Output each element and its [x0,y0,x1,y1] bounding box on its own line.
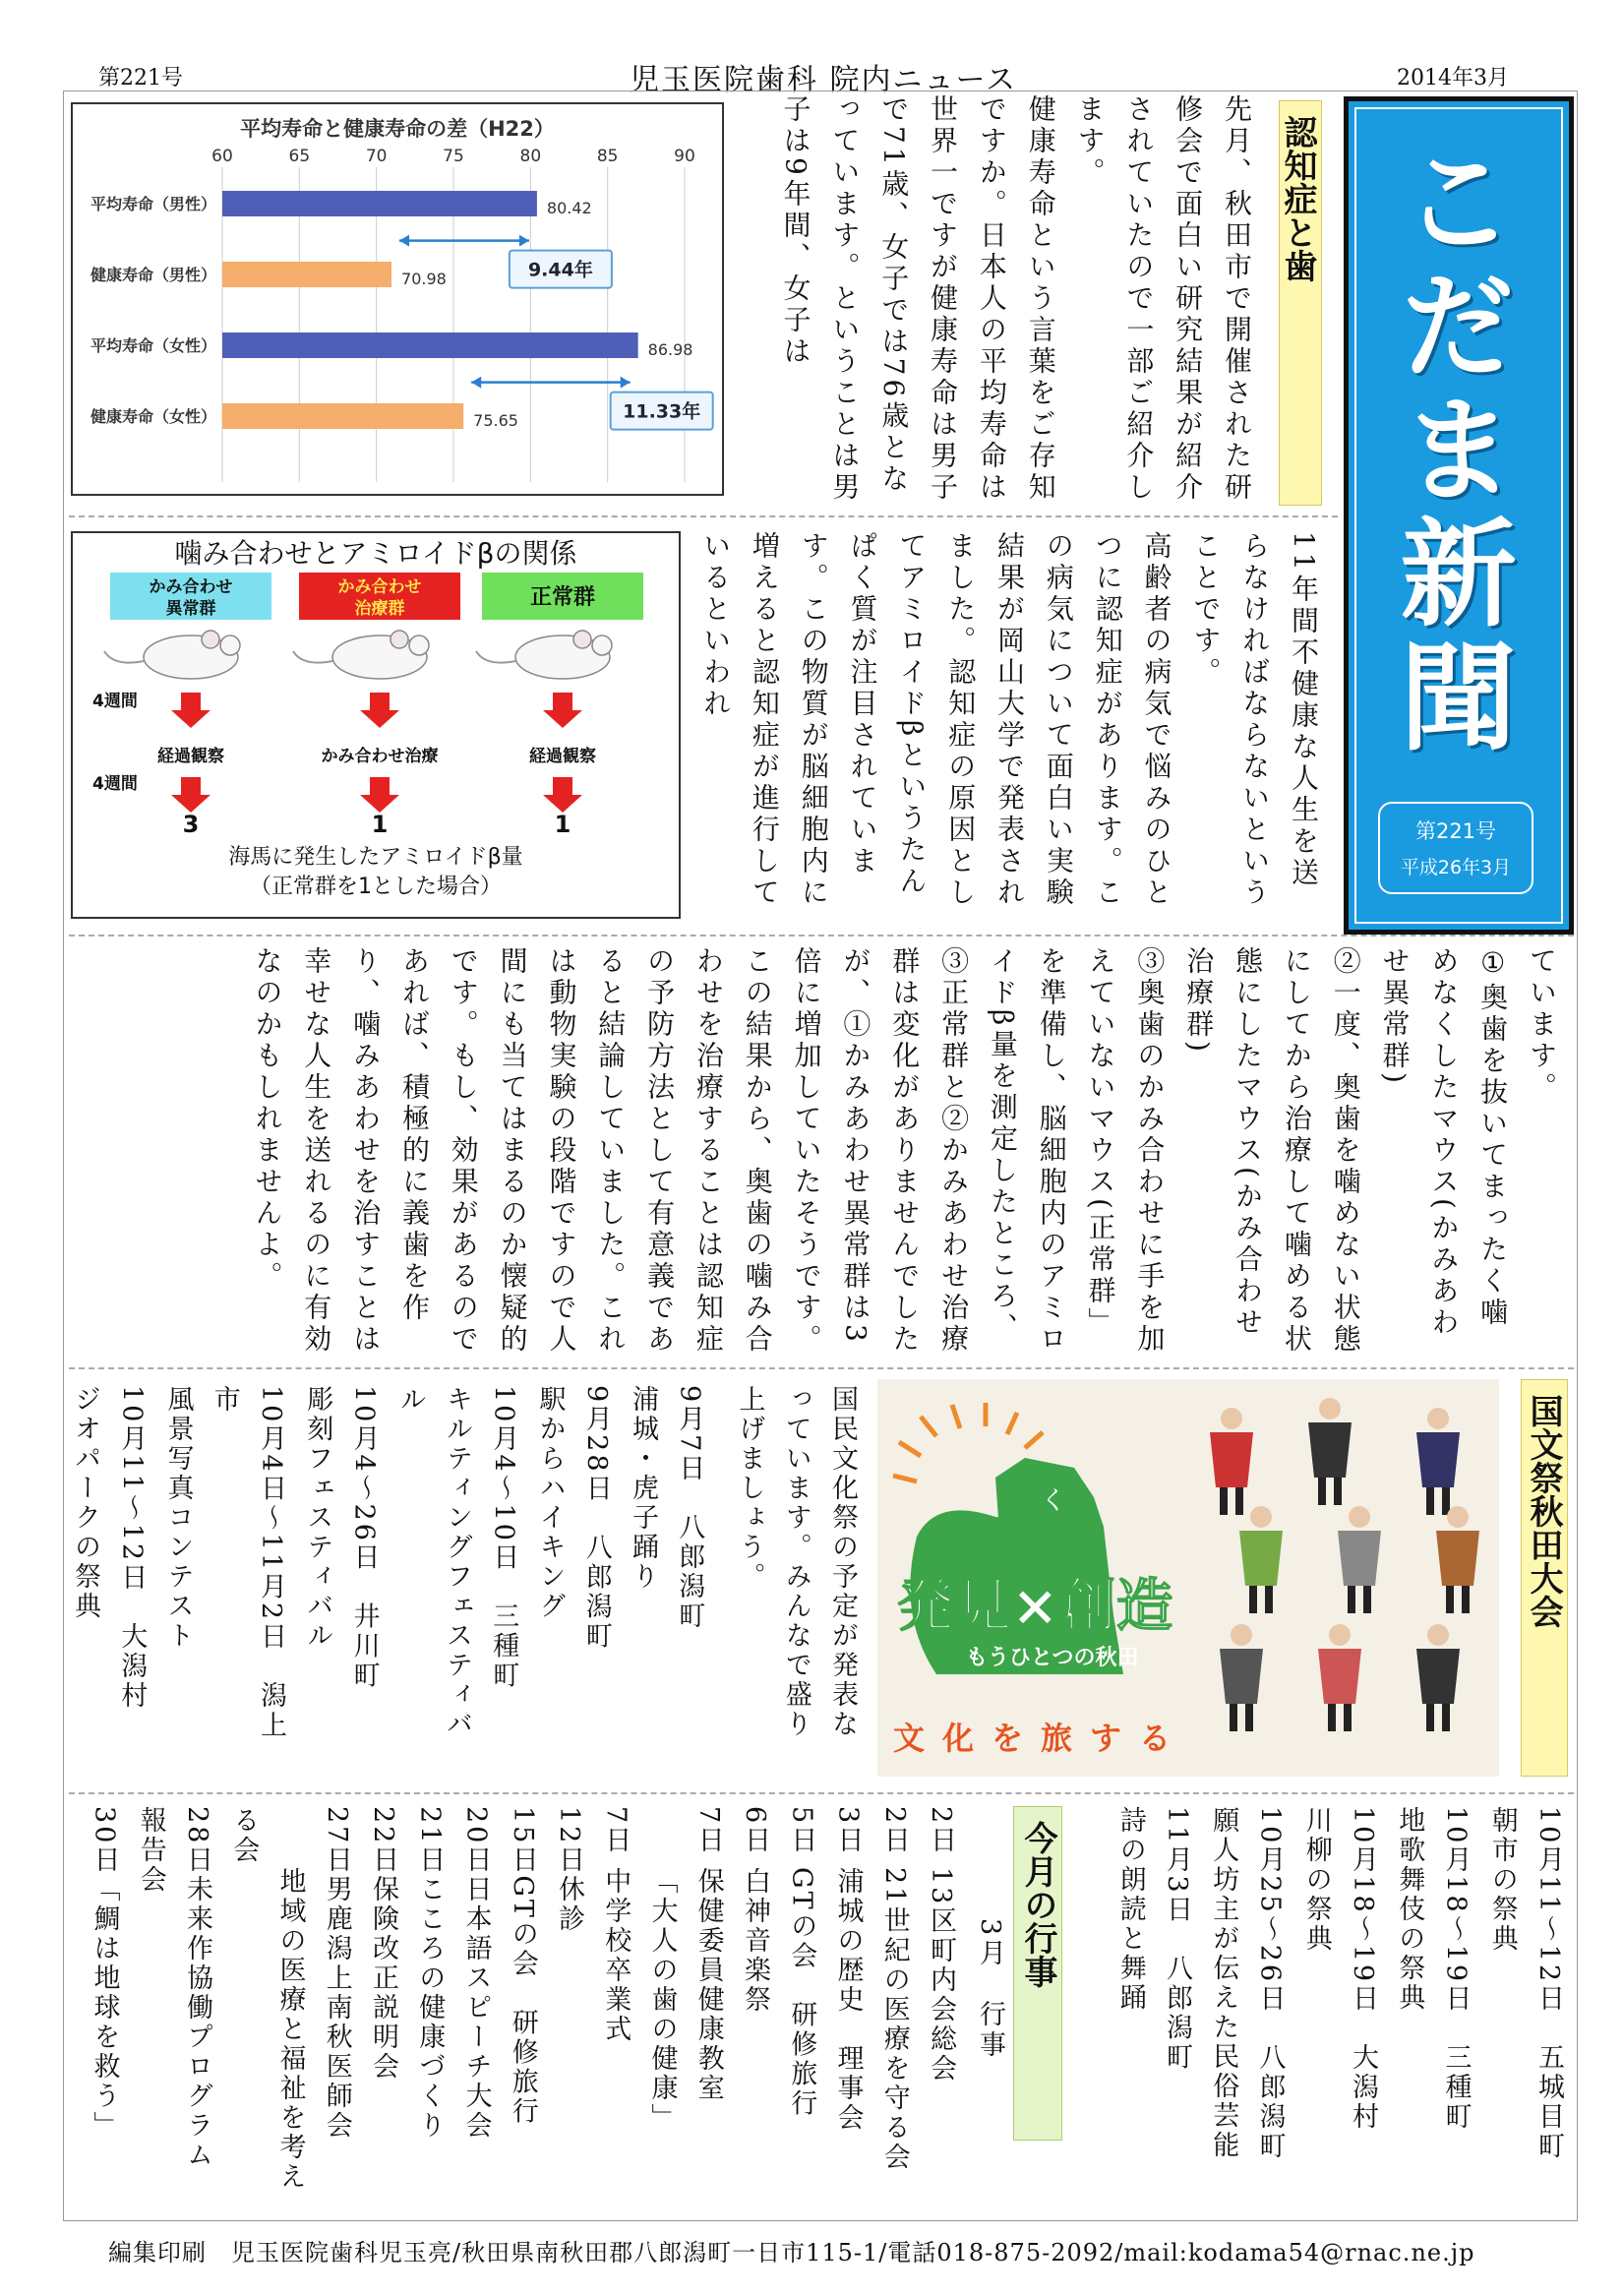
mouse-action-label: かみ合わせ治療 [321,747,439,766]
schedule-day: 2日 [878,1806,910,1856]
schedule-day: 3日 [832,1806,864,1856]
masthead-date: 平成26年3月 [1400,857,1512,878]
mouse-group-label: かみ合わせ [149,577,233,597]
schedule-text: 白神音楽祭 [740,1867,770,2015]
schedule-item [314,1806,360,2200]
festival-event-item: 10月11～12日 五城目町 [1533,1806,1564,2162]
schedule-item [638,1806,685,2200]
festival-event-item: 10月4～10日 三種町 [488,1385,519,1691]
schedule-item [220,1806,314,2200]
masthead-title: こだま新聞 [1380,141,1517,760]
chart-difference-label: 11.33年 [623,400,701,423]
schedule-day: 15日 [507,1806,538,1876]
schedule-text: 休診 [554,1875,584,1935]
festival-event-item: 10月4日～11月2日 潟上市 [209,1385,286,1741]
festival-event-item: 詩の朗読と舞踊 [1114,1806,1146,2013]
mouse-result-value: 3 [182,811,200,838]
festival-event-item: 10月11～12日 大潟村 [116,1385,148,1712]
schedule-item [500,1806,546,2200]
divider [69,1792,1574,1794]
down-arrow-icon [370,693,390,710]
chart-category-label: 平均寿命（男性） [90,195,216,213]
dementia-article-part1: 先月、秋田市で開催された研修会で面白い研究結果が紹介されていたので一部ご紹介します。 健康寿命という言葉をご存知ですか。日本人の平均寿命は世界一ですが健康寿命は男子で71歳、女子では76歳となっています。ということは男子は9年間、女子は [779,94,1253,504]
mouse-experiment-figure [71,531,681,919]
festival-intro: 国民文化祭の予定が発表なっています。みんなで盛り上げましょう。 [734,1385,858,1739]
mouse-result-value: 1 [371,811,389,838]
schedule-text: 地域の医療と福祉を考える会 [228,1806,306,2192]
down-arrow-icon [171,710,210,728]
schedule-item [406,1806,452,2200]
dementia-article-part2: 11年間不健康な人生を送らなければならないということです。 高齢者の病気で悩みのひとつに認知症があります。この病気について面白い実験結果が岡山大学で発表されました。認知症の原因としてアミロイドβというたんぱく質が注目されています。この物質が脳細胞内に増えると認知症が進行しているといわれ [699,531,1320,909]
schedule-text: 保健委員健康教室 [692,1867,724,2103]
festival-event-item: 10月25～26日 八郎潟町 [1254,1806,1286,2162]
banner-svg [877,1379,1499,1777]
chart-svg [73,104,722,494]
festival-events-continued [1072,1806,1572,2200]
banner-tagline: 文化を旅する [893,1720,1189,1757]
chart-value-label: 86.98 [647,340,693,359]
schedule-text: 未来作協働プログラム報告会 [135,1806,212,2171]
chart-tick-label: 90 [674,147,695,166]
schedule-day: 22日 [368,1806,398,1876]
festival-event-item: 9月28日 八郎潟町 [580,1385,612,1652]
dementia-article-part3: ています。 ①奥歯を抜いてまったく噛めなくしたマウス(かみあわせ異常群) ②一度、奥歯を噛めない状態にしてから治療して噛める状態にしたマウス(かみ合わせ治療群) ③奥歯のかみ合わせに手を加えていないマウス(正常群」を準備し、脳細胞内のアミロイドβ量を測定したところ、③正常群と②かみあわせ治療群は変化がありませんでしたが、①かみあわせ異常群は3倍に増加していたそうです。 この結果から、奥歯の噛み合わせを治療することは認知症の予防方法として有意義であると結論していました。これは動物実験の段階ですので人間にも当てはまるのか懐疑的です。もし、効果があるのであれば、積極的に義歯を作り、噛みあわせを治すことは幸せな人生を送れるのに有効なのかもしれませんよ。 [251,946,1558,1356]
divider [69,515,1338,517]
schedule-day: 5日 [786,1806,817,1856]
schedule-text: 13区町内会総会 [926,1867,956,2085]
masthead [1344,96,1574,935]
mouse-step-label: 4週間 [92,692,138,711]
festival-event-item: 風景写真コンテスト [162,1385,194,1651]
chart-bar [222,191,537,216]
schedule-day: 6日 [740,1806,770,1856]
mouse-svg [73,533,679,917]
schedule-text: 「鯛は地球を救う」 [89,1875,120,2142]
schedule-text: 保険改正説明会 [368,1875,398,2083]
banner-main: 発見×創造 [897,1572,1173,1639]
schedule-text: 男鹿潟上南秋医師会 [321,1875,352,2142]
svg-text:く: く [1041,1486,1067,1516]
chart-tick-label: 65 [288,147,311,166]
chart-tick-label: 85 [596,147,619,166]
schedule-day: 7日 [600,1806,631,1856]
schedule-item [872,1806,918,2200]
festival-event-item: キルティングフェスティバル [394,1385,472,1739]
schedule-item [778,1806,824,2200]
schedule-item [686,1806,732,2200]
schedule-text: GTの会 研修旅行 [507,1875,538,2127]
schedule-text: 「大人の歯の健康」 [646,1867,678,2133]
down-arrow-icon [181,777,201,795]
schedule-text: こころの健康づくり [414,1875,446,2142]
chart-difference-label: 9.44年 [527,259,593,281]
newsletter-title: 児玉医院歯科 院内ニュース [630,63,1018,97]
festival-event-item: 駅からハイキング [534,1385,566,1621]
schedule-text: GTの会 研修旅行 [786,1867,817,2119]
festival-event-item: 地歌舞伎の祭典 [1394,1806,1425,2013]
schedule-item [128,1806,221,2200]
banner-sub: もうひとつの秋田 [966,1646,1139,1670]
festival-event-item: ジオパークの祭典 [70,1385,100,1621]
schedule-day: 28日 [182,1806,212,1876]
festival-event-item: 川柳の祭典 [1300,1806,1332,1954]
schedule-item [360,1806,406,2200]
mouse-result-value: 1 [554,811,571,838]
issue-date: 2014年3月 [1397,66,1509,91]
chart-value-label: 70.98 [401,270,447,288]
schedule-text: 浦城の歴史 理事会 [832,1867,864,2133]
mouse-group-label: 治療群 [354,599,405,619]
mouse-group-label: 異常群 [165,599,216,619]
issue-number: 第221号 [98,66,183,91]
schedule-list [89,1806,964,2200]
down-arrow-icon [543,710,582,728]
chart-tick-label: 75 [443,147,464,166]
schedule-item [452,1806,499,2200]
section-label-dementia: 認知症と歯 [1279,100,1322,506]
chart-tick-label: 60 [211,147,233,166]
mouse-group-label: 正常群 [529,585,596,610]
mouse-group-label: かみ合わせ [337,577,422,597]
chart-category-label: 健康寿命（女性） [90,407,216,426]
chart-value-label: 80.42 [546,199,592,217]
mouse-caption-2: （正常群を1とした場合） [250,875,502,899]
chart-bar [222,262,391,287]
mouse-figure-title: 噛み合わせとアミロイドβの関係 [174,537,577,570]
schedule-day: 7日 [692,1806,724,1856]
life-expectancy-chart [71,102,724,496]
festival-event-item: 10月18～19日 大潟村 [1348,1806,1378,2133]
schedule-text: 日本語スピーチ大会 [460,1875,492,2142]
schedule-day: 2日 [926,1806,956,1856]
festival-event-item: 11月3日 八郎潟町 [1162,1806,1192,2073]
mouse-step-label: 4週間 [92,774,138,794]
down-arrow-icon [360,710,399,728]
mouse-action-label: 経過観察 [157,747,224,766]
festival-events [70,1385,866,1759]
masthead-issue-box [1378,802,1533,894]
festival-event-item: 浦城・虎子踊り [628,1385,658,1592]
mouse-icon [476,631,612,679]
schedule-text: 中学校卒業式 [600,1867,631,2044]
chart-bar [222,403,463,429]
mouse-icon [293,631,429,679]
mouse-caption-1: 海馬に発生したアミロイドβ量 [228,845,523,870]
schedule-item [546,1806,592,2200]
chart-title: 平均寿命と健康寿命の差（H22） [240,117,555,141]
festival-banner [877,1379,1499,1777]
chart-bar [222,332,638,358]
masthead-issue: 第221号 [1414,819,1497,843]
mouse-action-label: 経過観察 [529,747,596,766]
schedule-day: 30日 [89,1806,120,1876]
festival-event-item: 朝市の祭典 [1486,1806,1518,1954]
schedule-item [732,1806,778,2200]
schedule-month: 3月 行事 [975,1918,1005,2062]
chart-tick-label: 70 [365,147,388,166]
divider [69,935,1574,937]
chart-category-label: 平均寿命（女性） [90,336,216,355]
festival-event-item: 10月4～26日 井川町 [348,1385,380,1691]
section-label-festival: 国文祭秋田大会 [1521,1379,1568,1777]
schedule-item [81,1806,127,2200]
schedule-item [918,1806,964,2200]
schedule-item [592,1806,638,2200]
mouse-icon [104,631,240,679]
schedule-text: 21世紀の医療を守る会 [878,1867,910,2173]
chart-tick-label: 80 [519,147,542,166]
down-arrow-icon [553,777,572,795]
chart-value-label: 75.65 [473,411,518,430]
footer-contact: 編集印刷 児玉医院歯科児玉亮/秋田県南秋田郡八郎潟町一日市115-1/電話018-875-2092/mail:kodama54@rnac.ne.jp [108,2239,1475,2266]
schedule-day: 12日 [554,1806,584,1876]
section-label-schedule: 今月の行事 [1013,1806,1062,2141]
down-arrow-icon [370,777,390,795]
down-arrow-icon [181,693,201,710]
chart-category-label: 健康寿命（男性） [90,266,216,284]
schedule-item [824,1806,871,2200]
schedule-day: 20日 [460,1806,492,1876]
festival-event-item: 10月18～19日 三種町 [1440,1806,1472,2133]
festival-event-item: 彫刻フェスティバル [302,1385,333,1651]
down-arrow-icon [553,693,572,710]
festival-event-item: 9月7日 八郎潟町 [674,1385,705,1632]
schedule-day: 27日 [321,1806,352,1876]
festival-event-item: 願人坊主が伝えた民俗芸能 [1208,1806,1239,2160]
schedule-day: 21日 [414,1806,446,1876]
divider [69,1367,1574,1369]
